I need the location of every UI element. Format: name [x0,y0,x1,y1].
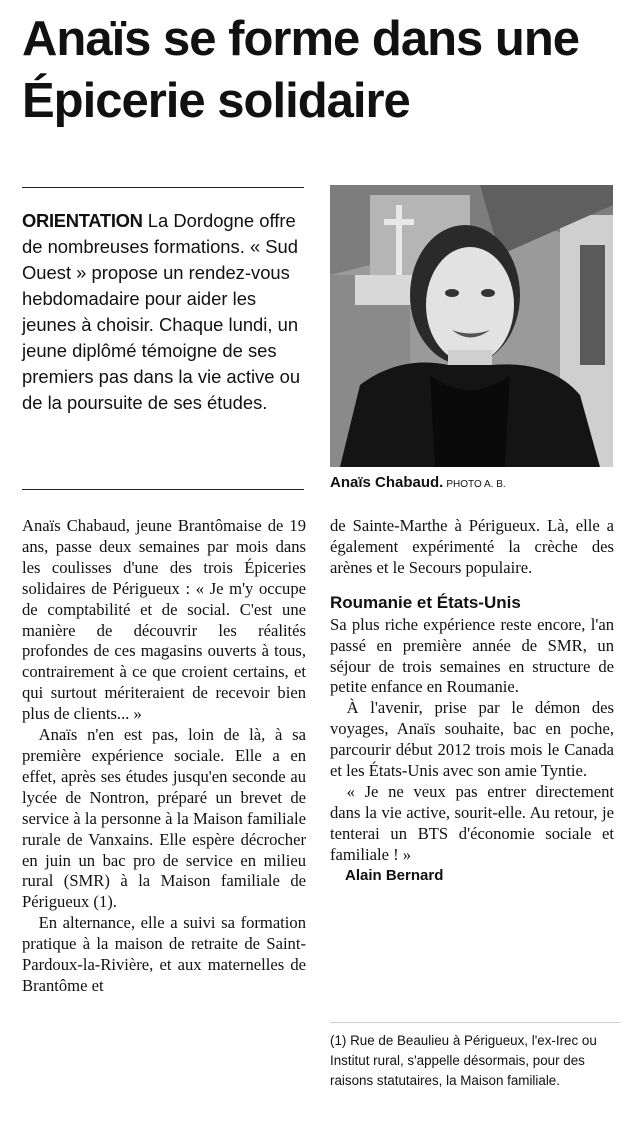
photo-caption-name: Anaïs Chabaud. [330,474,444,491]
footnote-rule [330,1022,620,1023]
photo-credit: PHOTO A. B. [446,479,506,490]
body-paragraph: Sa plus riche expérience reste encore, l'an passé en première année de SMR, un séjour de trois semaines en structure de petite enfance en Roumanie. [330,614,614,697]
author-signature: Alain Bernard [345,866,444,884]
intro-top-rule [22,187,304,188]
intro-text: La Dordogne offre de nombreuses formations. « Sud Ouest » propose un rendez-vous hebdomadaire pour aider les jeunes à choisir. Chaque lundi, un jeune diplômé témoigne de ses premiers pas dans la vie active ou de la poursuite de ses études. [22,210,301,413]
portrait-photo-graphic [330,185,613,467]
body-paragraph: « Je ne veux pas entrer directement dans la vie active, sourit-elle. Au retour, je tenterai un BTS d'économie sociale et familiale ! » [330,781,614,864]
body-paragraph: À l'avenir, prise par le démon des voyages, Anaïs souhaite, bac en poche, parcourir début 2012 trois mois le Canada et les États-Unis avec son amie Tyntie. [330,698,614,781]
body-paragraph: Anaïs Chabaud, jeune Brantômaise de 19 ans, passe deux semaines par mois dans les coulisses d'une des trois Épiceries solidaires de Périgueux : « Je m'y occupe de comptabilité et de social. C'est une manière de découvrir les réalités profondes de ces magasins ouverts à tous, contrairement à ce que croient certains, et qui surtout mériteraient de recevoir bien plus de clients... » [22,516,306,724]
body-column-right [330,516,614,886]
body-paragraph: de Sainte-Marthe à Périgueux. Là, elle a également expérimenté la crèche des arènes et le Secours populaire. [330,516,614,577]
headline: Anaïs se forme dans une Épicerie solidaire [22,12,580,128]
footnote: (1) Rue de Beaulieu à Périgueux, l'ex-Irec ou Institut rural, s'appelle désormais, pour des raisons statutaires, la Maison familiale. [330,1033,597,1088]
photo-caption [330,474,620,491]
subhead: Roumanie et États-Unis [330,592,521,612]
intro-kicker: ORIENTATION [22,210,143,231]
intro-box [22,208,312,416]
intro-bottom-rule [22,489,304,490]
body-paragraph: Anaïs n'en est pas, loin de là, à sa première expérience sociale. Elle a en effet, après ses études jusqu'en seconde au lycée de Nontron, préparé un brevet de service à la personne à la Maison familiale rurale de Vanxains. Elle espère décrocher en juin un bac pro de service en milieu rural (SMR) à la Maison familiale de Périgueux (1). [22,725,306,912]
portrait-photo [330,185,613,467]
body-column-left [22,516,306,997]
body-paragraph: En alternance, elle a suivi sa formation pratique à la maison de retraite de Saint-Pardoux-la-Rivière, et aux maternelles de Brantôme et [22,913,306,995]
